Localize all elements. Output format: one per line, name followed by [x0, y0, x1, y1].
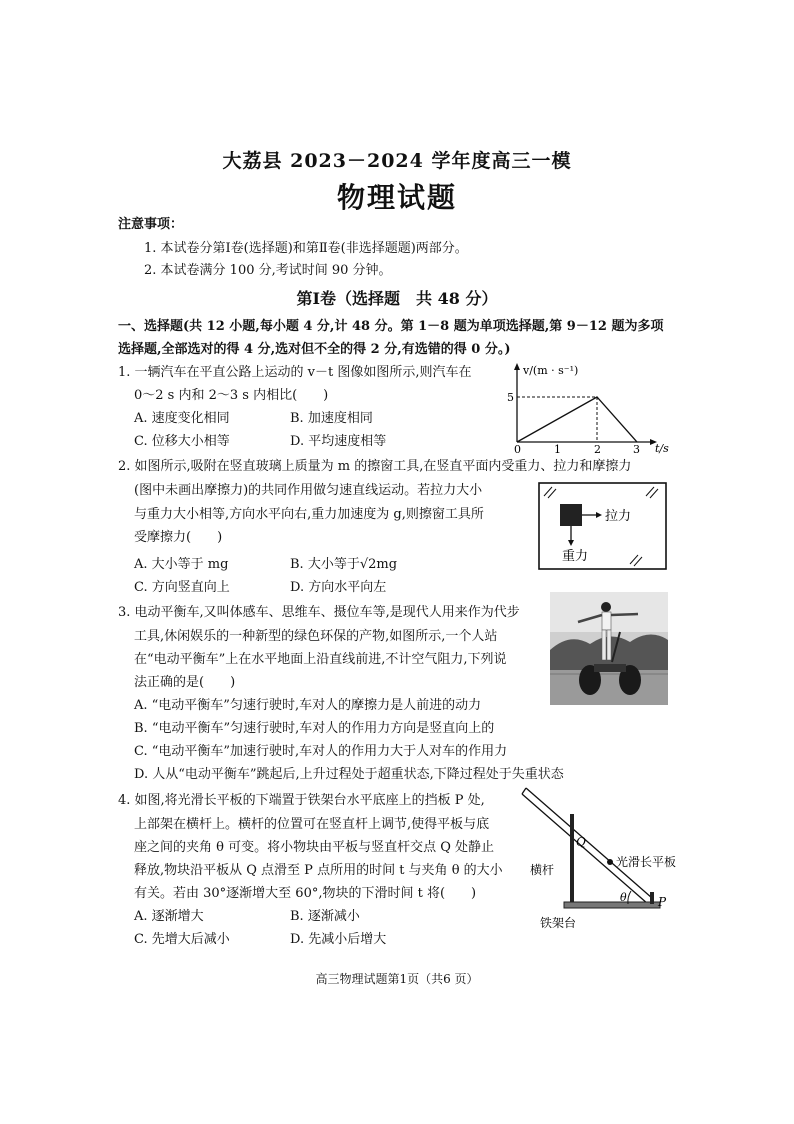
vt-y-tick-5: 5 — [507, 391, 514, 404]
q2-line1: 2. 如图所示,吸附在竖直玻璃上质量为 m 的擦窗工具,在竖直平面内受重力、拉力和摩擦力 — [118, 459, 632, 474]
q4-option-b: B. 逐渐减小 — [290, 909, 360, 924]
q2-option-b: B. 大小等于√2mg — [290, 557, 398, 572]
vt-x-tick-2: 2 — [594, 443, 601, 454]
q3-option-b: B. “电动平衡车”匀速行驶时,车对人的作用力方向是竖直向上的 — [134, 721, 495, 736]
vt-x-tick-1: 1 — [554, 443, 561, 454]
vt-graph — [505, 362, 680, 454]
vt-xlabel: t/s — [655, 442, 669, 454]
q1-option-b: B. 加速度相同 — [290, 411, 373, 426]
q4-line4: 释放,物块沿平板从 Q 点滑至 P 点所用的时间 t 与夹角 θ 的大小 — [134, 863, 503, 878]
q4-option-d: D. 先减小后增大 — [290, 932, 387, 947]
vertical-rod — [570, 814, 574, 906]
label-p: P — [658, 895, 667, 909]
label-board: 光滑长平板 — [616, 855, 677, 869]
small-block — [607, 859, 613, 865]
q4-line2: 上部架在横杆上。横杆的位置可在竖直杆上调节,使得平板与底 — [134, 817, 490, 832]
q4-line5: 有关。若由 30°逐渐增大至 60°,物块的下滑时间 t 将( ) — [134, 886, 477, 901]
q3-option-c: C. “电动平衡车”加速行驶时,车对人的作用力大于人对车的作用力 — [134, 744, 508, 759]
exam-title: 大荔县 2023－2024 学年度高三一模 — [222, 150, 572, 172]
stopper-plate — [650, 892, 654, 904]
q2-option-c: C. 方向竖直向上 — [134, 580, 230, 595]
label-q: Q — [576, 835, 586, 849]
notice-item-1: 1. 本试卷分第Ⅰ卷(选择题)和第Ⅱ卷(非选择题题)两部分。 — [144, 241, 468, 256]
incline-stand-figure — [508, 784, 678, 934]
label-theta: θ — [620, 891, 627, 904]
q3-line3: 在“电动平衡车”上在水平地面上沿直线前进,不计空气阻力,下列说 — [134, 652, 507, 667]
vt-y-arrow — [514, 363, 520, 370]
label-rod: 横杆 — [530, 863, 555, 877]
q2-option-d: D. 方向水平向左 — [290, 580, 387, 595]
subject-title: 物理试题 — [336, 181, 457, 214]
q2-line3: 与重力大小相等,方向水平向右,重力加速度为 g,则擦窗工具所 — [134, 507, 484, 522]
balance-scooter-photo — [550, 592, 668, 705]
q1-option-c: C. 位移大小相等 — [134, 434, 230, 449]
q2-line4: 受摩擦力( ) — [134, 530, 223, 545]
q4-line3: 座之间的夹角 θ 可变。将小物块由平板与竖直杆交点 Q 处静止 — [134, 840, 495, 855]
glass-window-frame — [539, 483, 666, 569]
q1-line2: 0～2 s 内和 2～3 s 内相比( ) — [134, 388, 329, 403]
q1-line1: 1. 一辆汽车在平直公路上运动的 v－t 图像如图所示,则汽车在 — [118, 365, 472, 380]
q1-option-a: A. 速度变化相同 — [134, 411, 230, 426]
vt-series-line — [517, 397, 637, 442]
smooth-board-edge-bottom — [526, 788, 652, 898]
label-stand: 铁架台 — [540, 916, 577, 930]
notice-heading: 注意事项： — [118, 217, 184, 232]
q3-line2: 工具,休闲娱乐的一种新型的绿色环保的产物,如图所示,一个人站 — [134, 629, 498, 644]
q1-option-d: D. 平均速度相等 — [290, 434, 387, 449]
section-intro-line1: 一、选择题(共 12 小题,每小题 4 分,计 48 分。第 1－8 题为单项选择题,第 9－12 题为多项 — [118, 319, 664, 334]
q2-option-a: A. 大小等于 mg — [134, 557, 229, 572]
q2-line2: (图中未画出摩擦力)的共同作用做匀速直线运动。若拉力大小 — [134, 483, 483, 498]
gravity-label: 重力 — [562, 549, 589, 564]
vt-x-tick-3: 3 — [633, 443, 640, 454]
q3-option-d: D. 人从“电动平衡车”跳起后,上升过程处于超重状态,下降过程处于失重状态 — [134, 767, 564, 782]
q4-option-c: C. 先增大后减小 — [134, 932, 230, 947]
photo-ground — [550, 670, 668, 705]
vt-x-tick-0: 0 — [514, 443, 521, 454]
window-tool-figure — [538, 482, 668, 572]
vt-ylabel: v/(m · s⁻¹) — [523, 364, 579, 377]
cleaning-tool-block — [560, 504, 582, 526]
smooth-board-edge-top — [522, 794, 648, 904]
stand-base — [564, 902, 660, 908]
page-footer: 高三物理试题第1页（共6 页） — [315, 972, 479, 986]
pull-force-label: 拉力 — [605, 509, 632, 524]
q3-option-a: A. “电动平衡车”匀速行驶时,车对人的摩擦力是人前进的动力 — [134, 698, 482, 713]
section-title: 第Ⅰ卷（选择题 共 48 分） — [296, 289, 498, 308]
q4-option-a: A. 逐渐增大 — [134, 909, 204, 924]
q3-line1: 3. 电动平衡车,又叫体感车、思维车、摄位车等,是现代人用来作为代步 — [118, 605, 520, 620]
section-intro-line2: 选择题,全部选对的得 4 分,选对但不全的得 2 分,有选错的得 0 分。) — [118, 342, 511, 357]
notice-item-2: 2. 本试卷满分 100 分,考试时间 90 分钟。 — [144, 263, 392, 278]
q4-line1: 4. 如图,将光滑长平板的下端置于铁架台水平底座上的挡板 P 处, — [118, 793, 485, 808]
q3-line4: 法正确的是( ) — [134, 675, 236, 690]
